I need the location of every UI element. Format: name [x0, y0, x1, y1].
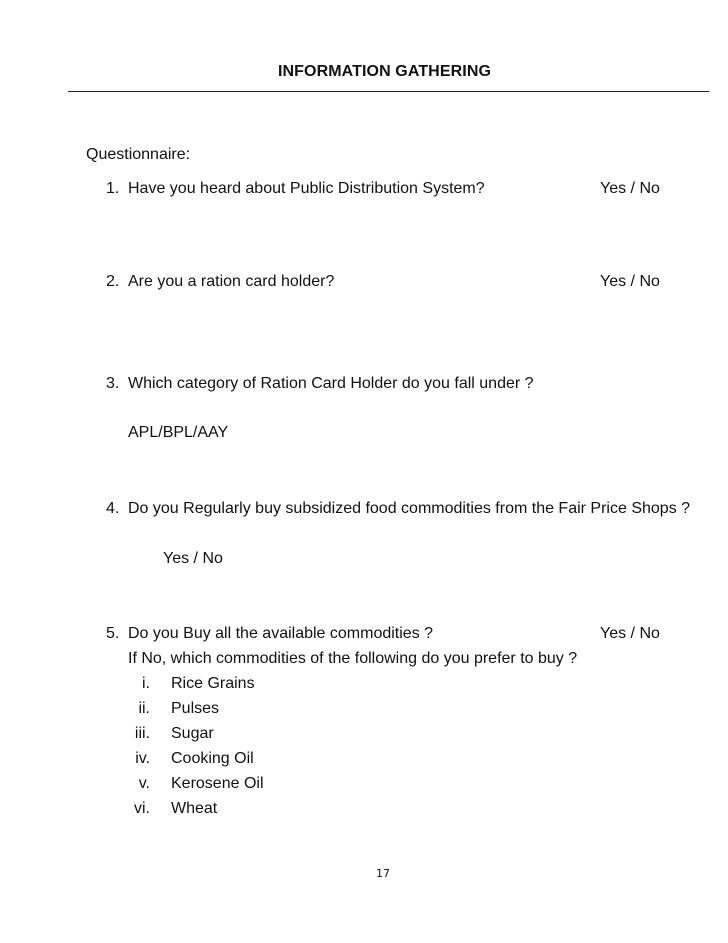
question-1-answer: Yes / No: [600, 180, 660, 197]
list-item-label: Rice Grains: [171, 675, 255, 692]
list-item-numeral: i.: [142, 675, 150, 692]
list-item-numeral: iii.: [134, 725, 150, 742]
question-3-number: 3.: [106, 375, 120, 392]
list-item-numeral: v.: [138, 775, 150, 792]
list-item-label: Wheat: [171, 800, 218, 817]
question-4-answer: Yes / No: [163, 550, 223, 567]
question-2-text: Are you a ration card holder?: [128, 273, 335, 290]
question-3-text: Which category of Ration Card Holder do you fall under ?: [128, 375, 534, 392]
list-item-numeral: vi.: [134, 800, 150, 817]
question-5-number: 5.: [106, 625, 120, 642]
list-item-numeral: iv.: [135, 750, 150, 767]
list-item-label: Kerosene Oil: [171, 775, 264, 792]
question-5-answer: Yes / No: [600, 625, 660, 642]
list-item-label: Sugar: [171, 725, 214, 742]
list-item-label: Pulses: [171, 700, 220, 717]
question-2-number: 2.: [106, 273, 120, 290]
question-2-answer: Yes / No: [600, 273, 660, 290]
page-number: 17: [376, 867, 390, 880]
question-1-text: Have you heard about Public Distribution System?: [128, 180, 485, 197]
question-4-text: Do you Regularly buy subsidized food commodities from the Fair Price Shops ?: [128, 500, 691, 517]
question-4-number: 4.: [106, 500, 120, 517]
question-5-text: Do you Buy all the available commodities ?: [128, 625, 434, 642]
question-1-number: 1.: [106, 180, 120, 197]
title-divider: [68, 91, 709, 92]
section-label: Questionnaire:: [86, 146, 191, 163]
question-3-options: APL/BPL/AAY: [128, 424, 229, 441]
list-item-label: Cooking Oil: [171, 750, 254, 767]
list-item-numeral: ii.: [138, 700, 150, 717]
question-5-followup: If No, which commodities of the following do you prefer to buy ?: [128, 650, 578, 667]
page-title: INFORMATION GATHERING: [277, 63, 492, 80]
